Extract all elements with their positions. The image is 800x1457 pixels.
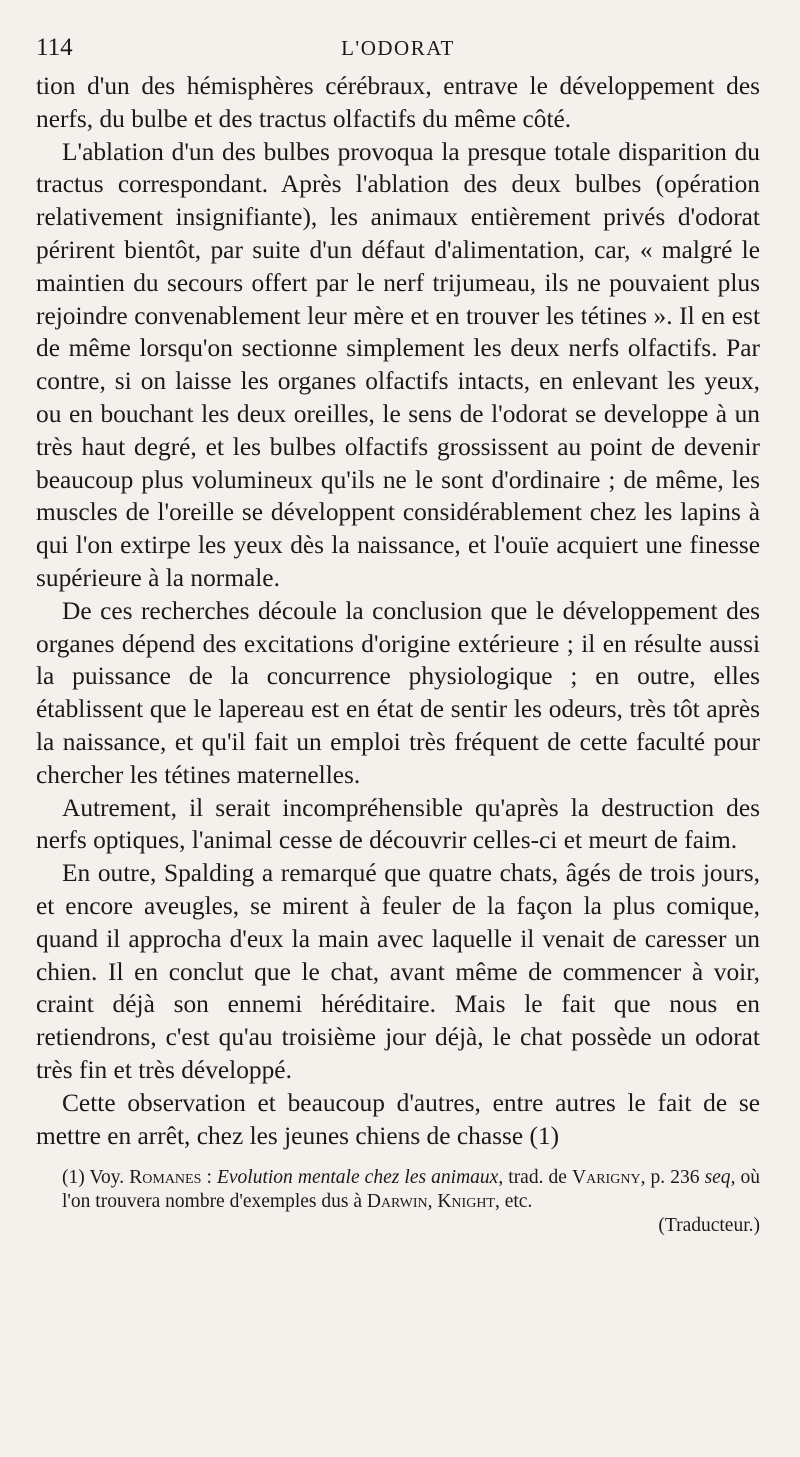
running-head: L'ODORAT	[341, 36, 455, 60]
paragraph: De ces recherches découle la conclusion que le développement des organes dépend des excitations d'origine extérieure ; il en résulte aussi la puissance de la concurrence physiologique ; en outre, elles établissent que le lapereau est en état de sentir les odeurs, très tôt après la naissance, et qu'il fait un emploi très fréquent de cette faculté pour chercher les tétines maternelles.	[36, 596, 760, 789]
footnote-text	[62, 1166, 760, 1214]
paragraph: Autrement, il serait incompréhensible qu'après la destruction des nerfs optiques, l'animal cesse de découvrir celles-ci et meurt de faim.	[36, 793, 760, 855]
paragraph: Cette observation et beaucoup d'autres, entre autres le fait de se mettre en arrêt, chez les jeunes chiens de chasse (1)	[36, 1088, 760, 1150]
footnote-trad: , trad. de	[498, 1167, 573, 1189]
paragraph: tion d'un des hémisphères cérébraux, entrave le développement des nerfs, du bulbe et des tractus olfactifs du même côté.	[36, 72, 760, 133]
body-text	[36, 70, 760, 1152]
footnote-names: Darwin, Knight	[366, 1191, 495, 1213]
footnote-author: Romanes	[129, 1167, 202, 1189]
footnote-credit: (Traducteur.)	[658, 1215, 760, 1237]
page-number: 114	[36, 34, 73, 61]
footnote-seq: seq	[704, 1167, 731, 1189]
footnote-book-title: Evolution mentale chez les animaux	[216, 1167, 499, 1189]
footnote-marker: (1) Voy.	[62, 1167, 125, 1189]
footnote-etc: , etc.	[494, 1191, 533, 1213]
page-header	[36, 26, 760, 70]
footnote-pages: , p. 236	[640, 1167, 705, 1189]
paragraph: L'ablation d'un des bulbes provoqua la presque totale disparition du tractus correspondant. Après l'ablation des deux bulbes (opération relativement insignifiante), les animaux entièrement privés d'odorat périrent bientôt, par suite d'un défaut d'alimentation, car, « malgré le maintien du secours offert par le nerf trijumeau, ils ne pouvaient plus rejoindre convenablement leur mère et en trouver les tétines ». Il en est de même lorsqu'on sectionne simplement les deux nerfs olfactifs. Par contre, si on laisse les organes olfactifs intacts, en enlevant les yeux, ou en bouchant les deux oreilles, le sens de l'odorat se developpe à un très haut degré, et les bulbes olfactifs grossissent au point de devenir beaucoup plus volumineux qu'ils ne le sont d'ordinaire ; de même, les muscles de l'oreille se développent considérablement chez les lapins à qui l'on extirpe les yeux dès la naissance, et l'ouïe acquiert une finesse supérieure à la normale.	[36, 137, 760, 592]
footnote-credit-line	[36, 1214, 760, 1238]
footnote	[36, 1166, 760, 1238]
paragraph: En outre, Spalding a remarqué que quatre chats, âgés de trois jours, et encore aveugles, se mirent à feuler de la façon la plus comique, quand il approcha d'eux la main avec laquelle il venait de caresser un chien. Il en conclut que le chat, avant même de commencer à voir, craint déjà son ennemi héréditaire. Mais le fait que nous en retiendrons, c'est qu'au troisième jour déjà, le chat possède un odorat très fin et très développé.	[36, 859, 760, 1084]
footnote-separator: :	[201, 1167, 217, 1189]
footnote-rest: , où l'on trouvera nombre d'exemples dus à	[62, 1167, 761, 1213]
footnote-translator: Varigny	[572, 1167, 641, 1189]
